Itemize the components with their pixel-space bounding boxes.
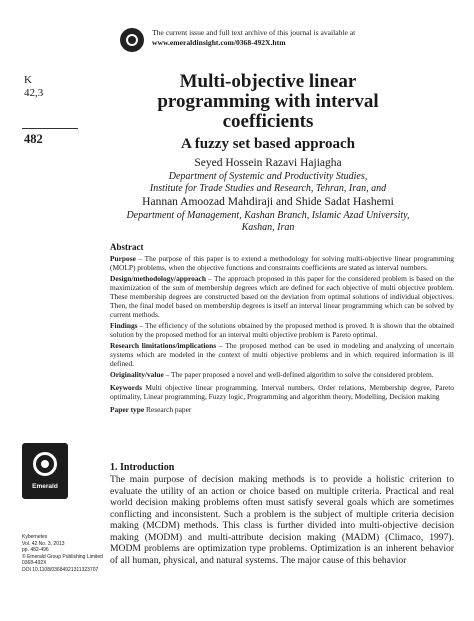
meta-line: DOI 10.1108/03684921311323707 [22,566,99,573]
section-label: Design/methodology/approach [110,274,206,283]
author-names: Hannan Amoozad Mahdiraji and Shide Sadat Hashemi [142,196,394,208]
abstract-section [110,341,454,368]
emerald-label: Emerald [32,483,58,490]
paper-title [100,72,436,132]
section-text: – The paper proposed a novel and well-defined algorithm to solve the considered problem. [163,370,434,379]
abstract-section [110,370,454,379]
abstract-section [110,274,454,319]
abstract-section [110,321,454,339]
section-text: – The approach proposed in this paper for the considered problem is based on the maximization of the sum of membership degrees which are defined for each objective of multi objective problem. These membership degrees are constructed based on the deviation from optimal solutions of individual objectives. Then, the final model based on membership degrees is itself an interval linear programming which can be solved by current methods. [110,274,454,319]
title-line: Multi-objective linear [179,71,357,92]
meta-line: Kybernetes [22,534,48,540]
paper-type-text: Research paper [144,405,192,414]
section-label: Research limitations/implications [110,341,217,350]
abstract-section [110,254,454,272]
banner-line: The current issue and full text archive of this journal is available at [152,28,356,37]
meta-line: © Emerald Group Publishing Limited [22,553,103,560]
section-label: Purpose [110,254,136,263]
affiliation-line: Department of Management, Kashan Branch, Islamic Azad University, [126,210,410,221]
emerald-dot-icon [41,460,49,468]
affiliation-line: Institute for Trade Studies and Research, Tehran, Iran, and [149,183,387,194]
journal-letter: K [24,74,32,86]
margin-divider [22,128,78,129]
section-text: – The purpose of this paper is to extend a methodology for solving multi-objective linear programming (MOLP) problems, when the objective functions and constraints coefficients are stated as interval numbers. [110,254,454,272]
title-line: coefficients [222,111,314,132]
author-affiliation [100,171,436,195]
keywords [110,383,454,401]
section-label: Findings [110,321,138,330]
introduction [110,462,454,566]
affiliation-line: Kashan, Iran [241,222,295,233]
journal-volume: 42,3 [24,87,44,99]
banner-text [152,28,355,48]
publication-meta [22,534,103,573]
journal-banner [120,26,410,62]
paper-type-label: Paper type [110,405,145,414]
paper-type [110,405,454,414]
section-text: – The efficiency of the solutions obtained by the proposed method is proved. It is shown that the obtained solution by the proposed method for an interval multi objective problem is Pareto optimal. [110,321,454,339]
meta-line: Vol. 42 No. 3, 2013 [22,540,65,547]
section-label: Originality/value [110,370,164,379]
author-names: Seyed Hossein Razavi Hajiagha [194,157,342,169]
banner-link[interactable]: www.emeraldinsight.com/0368-492X.htm [152,38,286,47]
author-affiliation [100,210,436,234]
keywords-text: Multi objective linear programming, Interval numbers, Order relations, Membership degree, Pareto optimality, Linear programming, Fuzzy logic, Programming and algorithm theory, Modelling, Decision making [110,383,454,401]
title-line: programming with interval [157,91,379,112]
journal-code [24,74,43,100]
page-number: 482 [24,132,43,146]
abstract-heading: Abstract [110,242,144,252]
affiliation-line: Department of Systemic and Productivity Studies, [168,171,368,182]
meta-line: pp. 482-496 [22,547,49,553]
emerald-logo [22,443,68,499]
emerald-globe-icon [120,28,144,52]
keywords-label: Keywords [110,383,143,392]
intro-heading: 1. Introduction [110,462,175,473]
paper-subtitle: A fuzzy set based approach [181,136,355,152]
intro-body: The main purpose of decision making methods is to provide a holistic criterion to evaluate the utility of an action or choice based on multiple criteria. Practical and real world decision making problems often must satisfy several goals which are sometimes conflicting and inconsistent. Such a problem is the subject of multiple criteria decision making (MCDM) methods. This class is further divided into multi-objective decision making (MODM) and multi-attribute decision making (MADM) (Climaco, 1997). MODM problems are optimization type problems. Optimization is an inherent behavior of all human, physical, and natural systems. The major cause of this behavior [110,474,454,566]
meta-line: 0368-492X [22,560,47,566]
section-text: – The proposed method can be used in modeling and analyzing of uncertain systems which are modeled in the context of multi objective problems and in which required information is ill defined. [110,341,454,368]
abstract [110,243,454,416]
